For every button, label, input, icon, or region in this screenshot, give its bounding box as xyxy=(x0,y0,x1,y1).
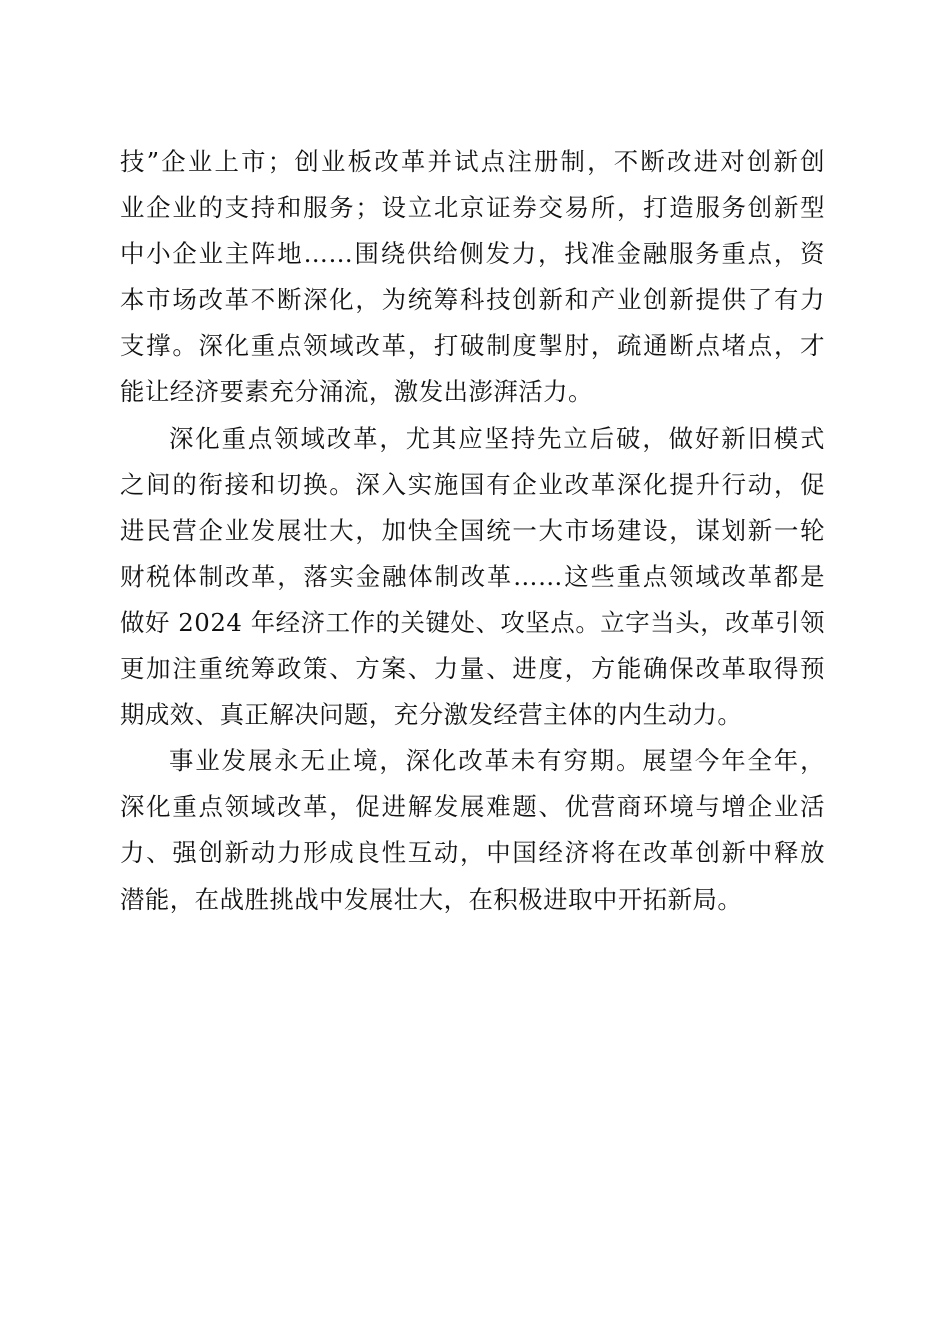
paragraph-line: 期成效、真正解决问题，充分激发经营主体的内生动力。 xyxy=(120,700,743,730)
paragraph-line: 更加注重统筹政策、方案、力量、进度，方能确保改革取得预 xyxy=(120,654,825,684)
paragraph-line: 事业发展永无止境，深化改革未有穷期。展望今年全年， xyxy=(169,746,825,776)
paragraph-line: 深化重点领域改革，尤其应坚持先立后破，做好新旧模式 xyxy=(169,423,825,453)
paragraph-line: 进民营企业发展壮大，加快全国统一大市场建设，谋划新一轮 xyxy=(120,515,825,545)
paragraph-line: 力、强创新动力形成良性互动，中国经济将在改革创新中释放 xyxy=(120,838,825,868)
paragraph-line: 技”企业上市；创业板改革并试点注册制，不断改进对创新创 xyxy=(120,147,825,176)
paragraph-line: 财税体制改革，落实金融体制改革……这些重点领域改革都是 xyxy=(120,561,825,591)
paragraph-line: 之间的衔接和切换。深入实施国有企业改革深化提升行动，促 xyxy=(120,469,825,499)
paragraph-line: 做好 2024 年经济工作的关键处、攻坚点。立字当头，改革引领 xyxy=(120,607,825,637)
document-body xyxy=(120,139,825,923)
paragraph-line: 支撑。深化重点领域改革，打破制度掣肘，疏通断点堵点，才 xyxy=(120,331,825,361)
paragraph-line: 业企业的支持和服务；设立北京证券交易所，打造服务创新型 xyxy=(120,193,825,223)
paragraph-line: 本市场改革不断深化，为统筹科技创新和产业创新提供了有力 xyxy=(120,285,825,315)
paragraph-line: 潜能，在战胜挑战中发展壮大，在积极进取中开拓新局。 xyxy=(120,884,743,914)
paragraph-line: 中小企业主阵地……围绕供给侧发力，找准金融服务重点，资 xyxy=(120,239,825,269)
paragraph-3 xyxy=(120,738,825,922)
paragraph-line: 深化重点领域改革，促进解发展难题、优营商环境与增企业活 xyxy=(120,792,825,822)
paragraph-line: 能让经济要素充分涌流，激发出澎湃活力。 xyxy=(120,377,593,407)
paragraph-2 xyxy=(120,416,825,739)
paragraph-1 xyxy=(120,139,825,416)
